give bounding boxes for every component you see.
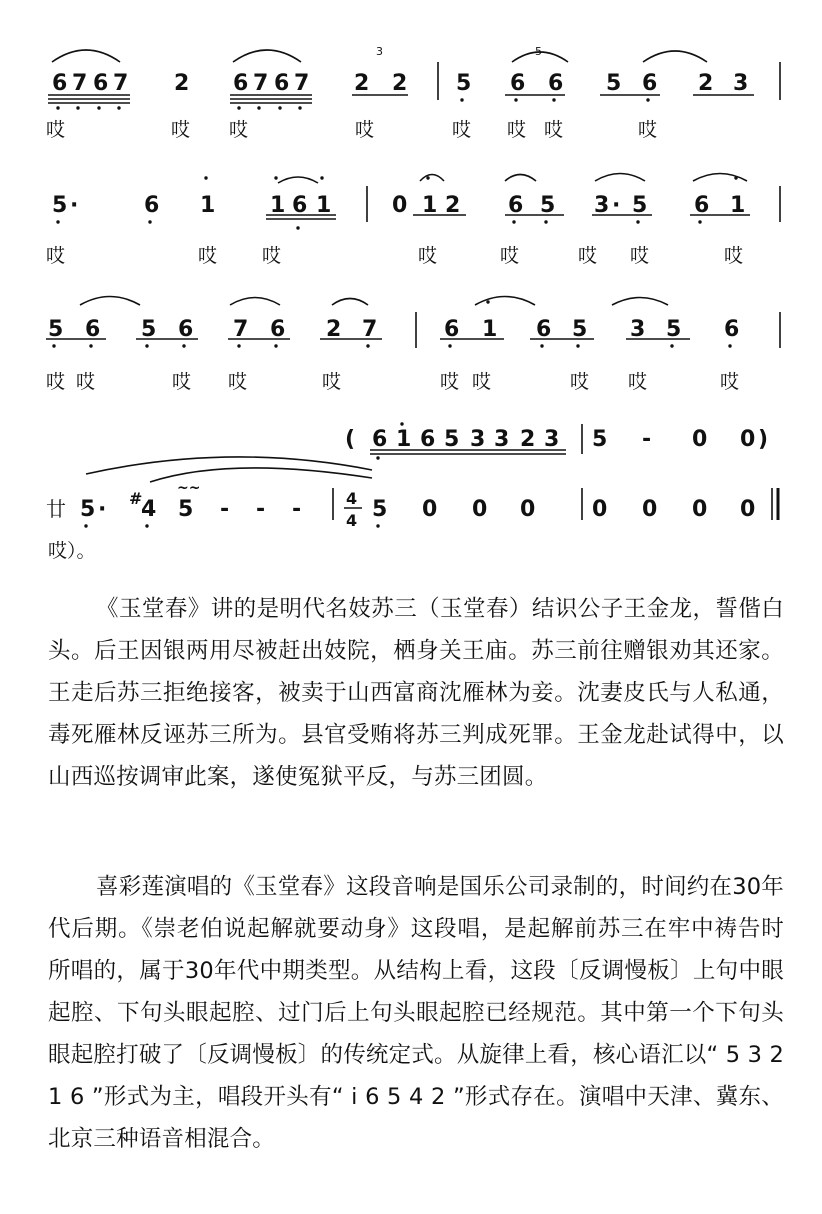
- note: 3: [470, 427, 486, 452]
- lyric: 哎: [638, 119, 658, 141]
- note: 1: [730, 193, 746, 218]
- note: 7: [72, 71, 88, 96]
- note: 2: [445, 193, 461, 218]
- note: -: [642, 427, 652, 452]
- lyric-caption: 哎）。: [48, 540, 96, 562]
- note: 6: [52, 71, 68, 96]
- jianpu-score: [0, 0, 822, 570]
- note: 1: [422, 193, 438, 218]
- grace-note: 3: [376, 45, 383, 58]
- paragraph-synopsis: 《玉堂春》讲的是明代名妓苏三（玉堂春）结识公子王金龙，誓偕白头。后王因银两用尽被赶出妓院，栖身关王庙。苏三前往赠银劝其还家。王走后苏三拒绝接客，被卖于山西富商沈雁林为妾。沈妻皮氏与人私通，毒死雁林反诬苏三所为。县官受贿将苏三判成死罪。王金龙赴试得中，以山西巡按调审此案，遂使冤狱平反，与苏三团圆。: [48, 596, 784, 790]
- note: 1: [270, 193, 286, 218]
- note: 6: [85, 317, 101, 342]
- note: 6: [724, 317, 740, 342]
- note: 2: [520, 427, 536, 452]
- lyric: 哎: [322, 371, 342, 393]
- note: 1: [316, 193, 332, 218]
- note: 3: [494, 427, 510, 452]
- note: 0: [642, 497, 658, 522]
- note: 5: [666, 317, 682, 342]
- note: 7: [362, 317, 378, 342]
- lyric: 哎: [229, 119, 249, 141]
- note: ·: [70, 193, 79, 218]
- note: 5: [372, 497, 388, 522]
- note: 6: [508, 193, 524, 218]
- note: 6: [642, 71, 658, 96]
- note: 2: [326, 317, 342, 342]
- lyric: 哎: [500, 245, 520, 267]
- note: 6: [178, 317, 194, 342]
- paren-close: ): [758, 427, 769, 452]
- note: 6: [292, 193, 308, 218]
- lyric: 哎: [46, 245, 66, 267]
- note: 5: [572, 317, 588, 342]
- note: 7: [233, 317, 249, 342]
- note: 0: [740, 497, 756, 522]
- note: 5: [456, 71, 472, 96]
- lyric: 哎: [262, 245, 282, 267]
- lyric: 哎: [472, 371, 492, 393]
- note: 6: [274, 71, 290, 96]
- note: ·: [612, 193, 621, 218]
- note: 6: [444, 317, 460, 342]
- note: 6: [694, 193, 710, 218]
- paragraph-analysis: 喜彩莲演唱的《玉堂春》这段音响是国乐公司录制的，时间约在30年代后期。《崇老伯说起解就要动身》这段唱，是起解前苏三在牢中祷告时所唱的，属于30年代中期类型。从结构上看，这段〔反调慢板〕上句中眼起腔、下句头眼起腔、过门后上句头眼起腔已经规范。其中第一个下句头眼起腔打破了〔反调慢板〕的传统定式。从旋律上看，核心语汇以“ 5 3 2 1 6 ”形式为主，唱段开头有“ i 6 5 4 2 ”形式存在。演唱中天津、冀东、北京三种语音相混合。: [48, 874, 784, 1152]
- lyric: 哎: [507, 119, 527, 141]
- note: 5: [141, 317, 157, 342]
- note: 5: [444, 427, 460, 452]
- note: -: [256, 497, 266, 522]
- note: 0: [592, 497, 608, 522]
- lyric: 哎: [440, 371, 460, 393]
- note: 7: [113, 71, 129, 96]
- note: 2: [698, 71, 714, 96]
- time-signature-bottom: 4: [346, 511, 358, 530]
- lyric: 哎: [228, 371, 248, 393]
- note: 4: [141, 497, 157, 522]
- grace-note: 5: [535, 45, 542, 58]
- note: 5: [540, 193, 556, 218]
- note: 0: [422, 497, 438, 522]
- note: 2: [354, 71, 370, 96]
- note: 7: [253, 71, 269, 96]
- lyric: 哎: [720, 371, 740, 393]
- note: -: [220, 497, 230, 522]
- note: 5: [178, 497, 194, 522]
- note: 3: [594, 193, 610, 218]
- lyric: 哎: [418, 245, 438, 267]
- note: 6: [420, 427, 436, 452]
- note: -: [292, 497, 302, 522]
- lyric: 哎: [46, 371, 66, 393]
- note: 6: [233, 71, 249, 96]
- lyric: 哎: [171, 119, 191, 141]
- note: 5: [606, 71, 622, 96]
- note: 6: [93, 71, 109, 96]
- note: 3: [630, 317, 646, 342]
- note: 1: [482, 317, 498, 342]
- lyric: 哎: [724, 245, 744, 267]
- lyric: 哎: [544, 119, 564, 141]
- note: 0: [472, 497, 488, 522]
- lyric: 哎: [355, 119, 375, 141]
- note: 5: [592, 427, 608, 452]
- note: 6: [270, 317, 286, 342]
- lyric: 哎: [46, 119, 66, 141]
- note: 6: [510, 71, 526, 96]
- note: 6: [548, 71, 564, 96]
- octave-dots: [52, 98, 740, 527]
- lyric: 哎: [630, 245, 650, 267]
- sharp-sign: #: [129, 489, 143, 508]
- paren-open: (: [345, 427, 356, 452]
- trill-mark: ~~: [177, 480, 201, 496]
- lyric: 哎: [578, 245, 598, 267]
- note: 0: [392, 193, 408, 218]
- note: 0: [692, 427, 708, 452]
- note: 0: [740, 427, 756, 452]
- note: 6: [536, 317, 552, 342]
- note: 1: [200, 193, 216, 218]
- time-signature-top: 4: [346, 489, 358, 508]
- note: 6: [144, 193, 160, 218]
- note: 5: [80, 497, 96, 522]
- note: 3: [733, 71, 749, 96]
- free-meter-sign: 廿: [46, 497, 66, 521]
- note: 0: [692, 497, 708, 522]
- note: 5: [632, 193, 648, 218]
- lyric: 哎: [570, 371, 590, 393]
- note: 2: [174, 71, 190, 96]
- note: 0: [520, 497, 536, 522]
- note: 7: [294, 71, 310, 96]
- note: 5: [52, 193, 68, 218]
- lyric: 哎: [198, 245, 218, 267]
- note: 6: [372, 427, 388, 452]
- note: ·: [98, 497, 107, 522]
- note: 3: [544, 427, 560, 452]
- note: 1: [396, 427, 412, 452]
- lyric: 哎: [172, 371, 192, 393]
- lyric: 哎: [628, 371, 648, 393]
- lyric: 哎: [76, 371, 96, 393]
- note: 5: [48, 317, 64, 342]
- note: 2: [392, 71, 408, 96]
- lyric: 哎: [452, 119, 472, 141]
